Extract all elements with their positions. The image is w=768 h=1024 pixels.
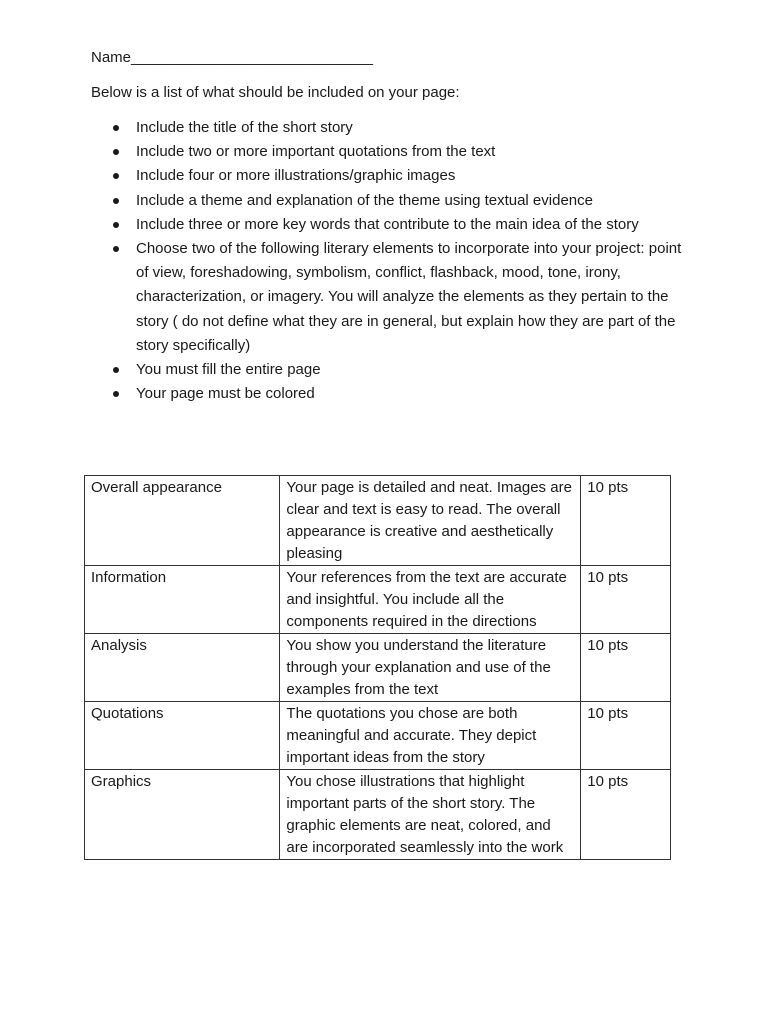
rubric-criterion: Analysis [85,634,280,702]
rubric-points: 10 pts [581,702,671,770]
list-item [91,189,691,213]
rubric-criterion: Overall appearance [85,476,280,566]
requirement-text: Include three or more key words that contribute to the main idea of the story [136,215,639,233]
table-row [85,566,671,634]
table-row [85,770,671,860]
requirement-text: Choose two of the following literary elements to incorporate into your project: point of view, foreshadowing, symbolism, conflict, flashback, mood, tone, irony, characterization, or imagery. You will analyze the elements as they pertain to the story ( do not define what they are in general, but explain how they are part of the story specifically) [136,240,682,354]
bullet-icon [113,198,119,204]
rubric-points: 10 pts [581,634,671,702]
rubric-description: Your page is detailed and neat. Images are clear and text is easy to read. The overall appearance is creative and aesthetically pleasing [280,476,581,566]
bullet-icon [113,367,119,373]
bullet-icon [113,246,119,252]
name-field-label: Name_____________________________ [91,49,373,66]
requirement-text: Include four or more illustrations/graphic images [136,167,456,185]
requirement-text: Include a theme and explanation of the theme using textual evidence [136,191,593,209]
table-row [85,476,671,566]
requirements-list [91,116,691,406]
rubric-points: 10 pts [581,476,671,566]
requirement-text: Your page must be colored [136,385,315,403]
requirement-text: Include two or more important quotations from the text [136,143,496,161]
rubric-table [84,475,671,860]
rubric-description: You chose illustrations that highlight important parts of the short story. The graphic elements are neat, colored, and are incorporated seamlessly into the work [280,770,581,860]
requirement-text: Include the title of the short story [136,119,353,136]
rubric-criterion: Graphics [85,770,280,860]
list-item [91,140,691,164]
table-row [85,702,671,770]
rubric-points: 10 pts [581,770,671,860]
rubric-criterion: Information [85,566,280,634]
list-item [91,213,691,237]
list-item [91,116,691,140]
bullet-icon [113,149,119,155]
list-item [91,164,691,188]
list-item [91,237,691,358]
requirement-text: You must fill the entire page [136,361,321,379]
rubric-description: The quotations you chose are both meaningful and accurate. They depict important ideas from the story [280,702,581,770]
bullet-icon [113,222,119,228]
list-item [91,358,691,382]
rubric-points: 10 pts [581,566,671,634]
rubric-criterion: Quotations [85,702,280,770]
bullet-icon [113,125,119,131]
table-row [85,634,671,702]
bullet-icon [113,173,119,179]
rubric-description: You show you understand the literature through your explanation and use of the examples from the text [280,634,581,702]
bullet-icon [113,391,119,397]
list-item [91,382,691,406]
intro-text: Below is a list of what should be included on your page: [91,84,460,101]
rubric-description: Your references from the text are accurate and insightful. You include all the components required in the directions [280,566,581,634]
